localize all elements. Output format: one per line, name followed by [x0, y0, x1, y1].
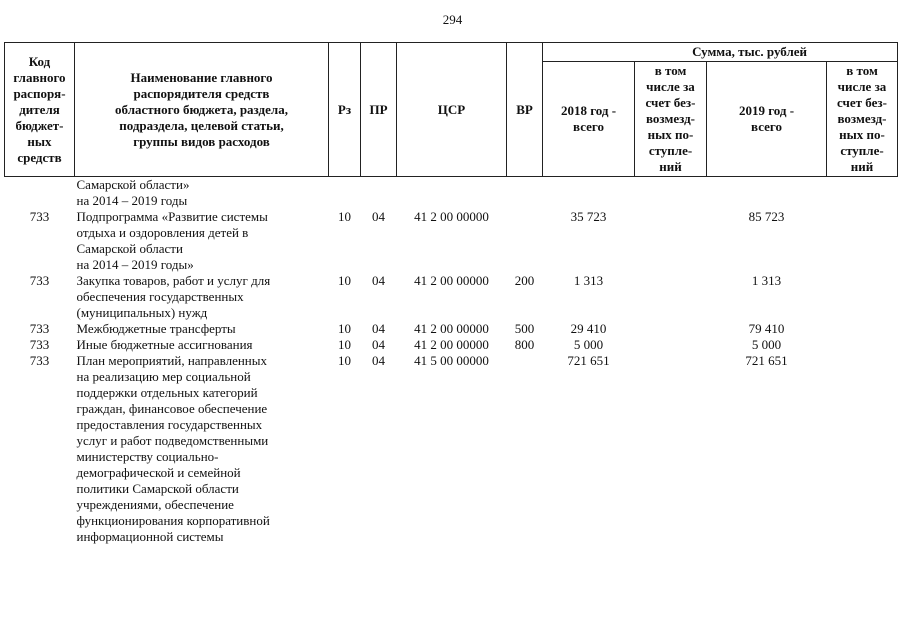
header-2018-free: в том числе за счет без- возмезд- ных по- ступле- ний [635, 62, 707, 177]
cell-csr: 41 2 00 00000 [414, 321, 489, 336]
header-2019-free: в том числе за счет без- возмезд- ных по- ступле- ний [827, 62, 898, 177]
table-row [5, 209, 898, 273]
table-row [5, 321, 898, 337]
cell-2019-free [827, 177, 898, 210]
cell-code [5, 177, 75, 210]
header-sum-group: Сумма, тыс. рублей [543, 43, 898, 62]
header-name: Наименование главного распорядителя средств областного бюджета, раздела, подраздела, целевой статьи, группы видов расходов [75, 43, 329, 177]
cell-vr: 200 [514, 273, 535, 288]
cell-vr [507, 177, 543, 210]
cell-2019-free [827, 273, 898, 321]
cell-2019-total: 5 000 [751, 337, 782, 352]
cell-rz [329, 177, 361, 210]
cell-csr [397, 177, 507, 210]
cell-name: Межбюджетные трансферты [76, 321, 236, 336]
cell-pr: 04 [372, 337, 385, 352]
cell-rz: 10 [338, 209, 351, 224]
cell-vr [507, 209, 543, 273]
cell-pr: 04 [372, 209, 385, 224]
header-code: Код главного распоря- дителя бюджет- ных средств [5, 43, 75, 177]
cell-name: Иные бюджетные ассигнования [76, 337, 253, 352]
header-vr: ВР [507, 43, 543, 177]
cell-vr: 800 [514, 337, 535, 352]
cell-csr: 41 2 00 00000 [414, 209, 489, 224]
table-row [5, 337, 898, 353]
cell-pr: 04 [372, 273, 385, 288]
header-2018-total: 2018 год - всего [543, 62, 635, 177]
header-rz: Рз [329, 43, 361, 177]
cell-name: Подпрограмма «Развитие системы отдыха и оздоровления детей в Самарской области на 2014 – 2019 годы» [76, 209, 268, 272]
cell-csr: 41 2 00 00000 [414, 273, 489, 288]
cell-2019-free [827, 321, 898, 337]
cell-name: План мероприятий, направленных на реализацию мер социальной поддержки отдельных категорий граждан, финансовое обеспечение предоставления государственных услуг и работ подведомственными министерству социально- демографической и семейной политики Самарской области учреждениями, обеспечение функционирования корпоративной информационной системы [76, 353, 270, 544]
header-2019-total: 2019 год - всего [707, 62, 827, 177]
cell-code: 733 [29, 353, 50, 368]
cell-vr [507, 353, 543, 545]
cell-2018-total: 35 723 [570, 209, 607, 224]
cell-name: Самарской области» на 2014 – 2019 годы [76, 177, 190, 208]
cell-2018-free [635, 337, 707, 353]
cell-code: 733 [29, 273, 50, 288]
cell-2019-total: 79 410 [748, 321, 785, 336]
cell-2019-free [827, 209, 898, 273]
page-number: 294 [442, 12, 463, 27]
header-pr: ПР [361, 43, 397, 177]
cell-rz: 10 [338, 321, 351, 336]
cell-code: 733 [29, 321, 50, 336]
cell-2019-total: 85 723 [748, 209, 785, 224]
cell-rz: 10 [338, 273, 351, 288]
cell-csr: 41 5 00 00000 [414, 353, 489, 368]
budget-table [4, 42, 898, 545]
cell-csr: 41 2 00 00000 [414, 337, 489, 352]
cell-2018-free [635, 353, 707, 545]
cell-2019-total [707, 177, 827, 210]
cell-name: Закупка товаров, работ и услуг для обеспечения государственных (муниципальных) нужд [76, 273, 271, 320]
cell-2019-total: 721 651 [745, 353, 788, 368]
cell-rz: 10 [338, 337, 351, 352]
cell-2018-total: 1 313 [573, 273, 604, 288]
cell-2019-free [827, 353, 898, 545]
cell-2019-free [827, 337, 898, 353]
table-row [5, 273, 898, 321]
table-row [5, 353, 898, 545]
cell-vr: 500 [514, 321, 535, 336]
cell-2018-total: 721 651 [567, 353, 610, 368]
cell-pr: 04 [372, 353, 385, 368]
table-row [5, 177, 898, 210]
cell-2018-total: 29 410 [570, 321, 607, 336]
table-body [5, 177, 898, 546]
cell-code: 733 [29, 209, 50, 224]
cell-2018-free [635, 273, 707, 321]
cell-2019-total: 1 313 [751, 273, 782, 288]
cell-rz: 10 [338, 353, 351, 368]
header-csr: ЦСР [397, 43, 507, 177]
cell-2018-total [543, 177, 635, 210]
cell-code: 733 [29, 337, 50, 352]
cell-2018-total: 5 000 [573, 337, 604, 352]
cell-pr: 04 [372, 321, 385, 336]
cell-2018-free [635, 321, 707, 337]
cell-2018-free [635, 177, 707, 210]
table-header [5, 43, 898, 177]
cell-2018-free [635, 209, 707, 273]
cell-pr [361, 177, 397, 210]
